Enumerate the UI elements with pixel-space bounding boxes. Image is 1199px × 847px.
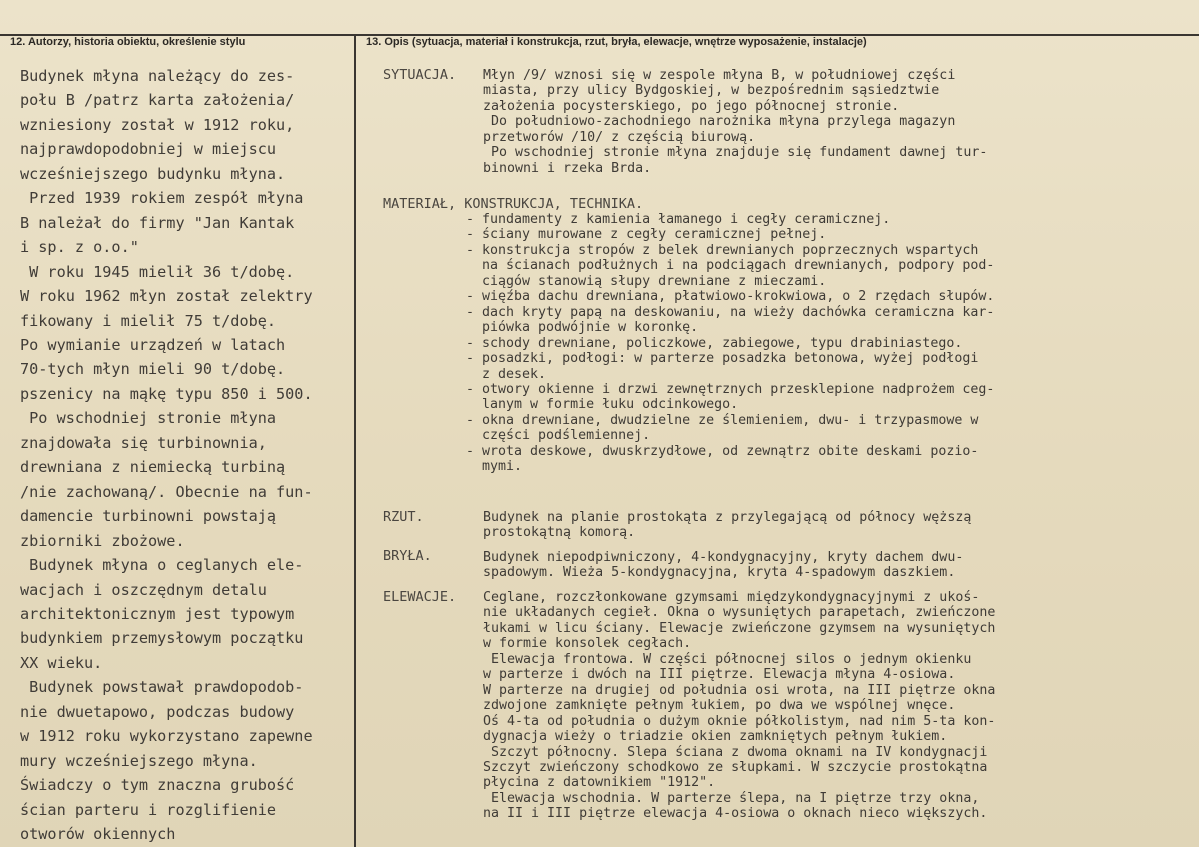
field-13-heading: 13. Opis (sytuacja, materiał i konstrukcja, rzut, bryła, elewacje, wnętrze wyposażenie, instalacje) bbox=[366, 36, 867, 48]
text-line: założenia pocysterskiego, po jego północnej stronie. bbox=[483, 98, 900, 114]
text-line: Do południowo-zachodniego narożnika młyna przylega magazyn bbox=[483, 114, 956, 130]
section-rzut-text bbox=[483, 510, 1193, 541]
section-label-sytuacja: SYTUACJA. bbox=[383, 67, 457, 83]
text-line: - dach kryty papą na deskowaniu, na wieży dachówka ceramiczna kar- bbox=[466, 304, 995, 320]
text-line: Budynek młyna należący do zes- bbox=[20, 67, 295, 85]
text-line: części podślemiennej. bbox=[466, 428, 651, 444]
section-bryla-text bbox=[483, 550, 1193, 581]
text-line: fikowany i mielił 75 t/dobę. bbox=[20, 311, 277, 330]
text-line: prostokątną komorą. bbox=[483, 525, 636, 541]
text-line: - fundamenty z kamienia łamanego i cegły ceramicznej. bbox=[466, 212, 891, 227]
text-line: damencie turbinowni powstają bbox=[20, 507, 277, 526]
text-line: - konstrukcja stropów z belek drewnianych poprzecznych wspartych bbox=[466, 242, 979, 258]
section-material-text bbox=[466, 212, 1193, 475]
section-label-elewacje: ELEWACJE. bbox=[383, 589, 457, 605]
text-line: otworów okiennych bbox=[20, 825, 176, 844]
text-line: Budynek na planie prostokąta z przylegającą od północy węższą bbox=[483, 510, 972, 525]
text-line: Elewacja wschodnia. W parterze ślepa, na I piętrze trzy okna, bbox=[483, 790, 980, 806]
text-line: Budynek młyna o ceglanych ele- bbox=[20, 556, 304, 575]
text-line: B należał do firmy "Jan Kantak bbox=[20, 213, 295, 232]
text-line: 70-tych młyn mieli 90 t/dobę. bbox=[20, 360, 286, 379]
text-line: nie układanych cegieł. Okna o wysuniętych parapetach, zwieńczone bbox=[483, 605, 996, 621]
text-line: mury wcześniejszego młyna. bbox=[20, 751, 258, 770]
text-line: nie dwuetapowo, podczas budowy bbox=[20, 702, 295, 721]
text-line: - więźba dachu drewniana, płatwiowo-krokwiowa, o 2 rzędach słupów. bbox=[466, 289, 995, 305]
text-line: przetworów /10/ z częścią biurową. bbox=[483, 129, 756, 145]
text-line: łukami w licu ściany. Elewacje zwieńczone gzymsem na wysuniętych bbox=[483, 620, 996, 636]
text-line: wacjach i oszczędnym detalu bbox=[20, 580, 267, 599]
text-line: W roku 1945 mielił 36 t/dobę. bbox=[20, 262, 295, 281]
section-elewacje-text bbox=[483, 590, 1193, 822]
text-line: Budynek niepodpiwniczony, 4-kondygnacyjny, kryty dachem dwu- bbox=[483, 550, 964, 565]
text-line: zbiorniki zbożowe. bbox=[20, 531, 185, 550]
text-line: i sp. z o.o." bbox=[20, 238, 139, 257]
history-text bbox=[20, 64, 352, 847]
text-line: XX wieku. bbox=[20, 653, 103, 672]
text-line: - otwory okienne i drzwi zewnętrznych przesklepione nadprożem ceg- bbox=[466, 381, 995, 397]
text-line: ciągów stanowią słupy drewniane z mieczami. bbox=[466, 273, 827, 289]
text-line: w 1912 roku wykorzystano zapewne bbox=[20, 727, 313, 746]
text-line: połu B /patrz karta założenia/ bbox=[20, 91, 295, 110]
text-line: W parterze na drugiej od południa osi wrota, na III piętrze okna bbox=[483, 682, 996, 698]
text-line: lanym w formie łuku odcinkowego. bbox=[466, 397, 739, 413]
text-line: na II i III piętrze elewacja 4-osiowa o oknach nieco większych. bbox=[483, 806, 988, 822]
text-line: z desek. bbox=[466, 366, 547, 382]
text-line: Oś 4-ta od południa o dużym oknie półkolistym, nad nim 5-ta kon- bbox=[483, 713, 996, 729]
text-line: Budynek powstawał prawdopodob- bbox=[20, 678, 304, 697]
text-line: Elewacja frontowa. W części północnej silos o jednym okienku bbox=[483, 651, 972, 667]
text-line: W roku 1962 młyn został zelektry bbox=[20, 287, 313, 306]
text-line: znajdowała się turbinownia, bbox=[20, 433, 267, 452]
text-line: wzniesiony został w 1912 roku, bbox=[20, 115, 295, 134]
field-12-heading: 12. Autorzy, historia obiektu, określenie stylu bbox=[10, 36, 246, 48]
text-line: Szczyt północny. Ślepa ściana z dwoma oknami na IV kondygnacji bbox=[483, 744, 988, 760]
text-line: zdwojone zamknięte pełnym łukiem, po dwa we wspólnej wnęce. bbox=[483, 698, 956, 714]
section-label-material: MATERIAŁ, KONSTRUKCJA, TECHNIKA. bbox=[383, 196, 644, 212]
text-line: drewniana z niemiecką turbiną bbox=[20, 458, 286, 477]
text-line: Po wschodniej stronie młyna znajduje się fundament dawnej tur- bbox=[483, 145, 988, 161]
text-line: piówka podwójnie w koronkę. bbox=[466, 320, 699, 336]
text-line: architektonicznym jest typowym bbox=[20, 604, 295, 623]
text-line: w parterze i dwóch na III piętrze. Elewacja młyna 4-osiowa. bbox=[483, 667, 956, 683]
text-line: /nie zachowaną/. Obecnie na fun- bbox=[20, 482, 313, 501]
text-line: miasta, przy ulicy Bydgoskiej, w bezpośrednim sąsiedztwie bbox=[483, 83, 940, 99]
text-line: płycina z datownikiem "1912". bbox=[483, 775, 716, 791]
text-line: binowni i rzeka Brda. bbox=[483, 160, 652, 176]
section-label-rzut: RZUT. bbox=[383, 509, 424, 525]
text-line: - posadzki, podłogi: w parterze posadzka betonowa, wyżej podłogi bbox=[466, 351, 979, 367]
text-line: najprawdopodobniej w miejscu bbox=[20, 140, 277, 159]
text-line: budynkiem przemysłowym początku bbox=[20, 629, 304, 648]
text-line: Przed 1939 rokiem zespół młyna bbox=[20, 189, 304, 208]
text-line: - wrota deskowe, dwuskrzydłowe, od zewnątrz obite deskami pozio- bbox=[466, 443, 979, 459]
text-line: na ścianach podłużnych i na podciągach drewnianych, podpory pod- bbox=[466, 258, 995, 274]
text-line: - ściany murowane z cegły ceramicznej pełnej. bbox=[466, 227, 827, 243]
text-line: wcześniejszego budynku młyna. bbox=[20, 164, 286, 183]
text-line: Szczyt zwieńczony schodkowo ze słupkami. W szczycie prostokątna bbox=[483, 759, 988, 775]
text-line: dygnacja wieży o triadzie okien zamkniętych pełnym łukiem. bbox=[483, 729, 948, 745]
text-line: Młyn /9/ wznosi się w zespole młyna B, w południowej części bbox=[483, 68, 956, 83]
text-line: Po wymianie urządzeń w latach bbox=[20, 335, 286, 354]
text-line: mymi. bbox=[466, 459, 523, 475]
text-line: ścian parteru i rozglifienie bbox=[20, 800, 277, 819]
text-line: Świadczy o tym znaczna grubość bbox=[20, 776, 295, 795]
section-label-bryla: BRYŁA. bbox=[383, 548, 432, 564]
text-line: pszenicy na mąkę typu 850 i 500. bbox=[20, 384, 313, 403]
text-line: Ceglane, rozczłonkowane gzymsami międzykondygnacyjnymi z ukoś- bbox=[483, 590, 980, 605]
column-divider bbox=[354, 34, 356, 847]
text-line: spadowym. Wieża 5-kondygnacyjna, kryta 4-spadowym daszkiem. bbox=[483, 565, 956, 581]
section-sytuacja-text bbox=[483, 68, 1193, 176]
text-line: - schody drewniane, policzkowe, zabiegowe, typu drabiniastego. bbox=[466, 335, 963, 351]
text-line: - okna drewniane, dwudzielne ze ślemieniem, dwu- i trzypasmowe w bbox=[466, 412, 979, 428]
text-line: Po wschodniej stronie młyna bbox=[20, 409, 277, 428]
text-line: w formie konsolek cegłach. bbox=[483, 636, 692, 652]
